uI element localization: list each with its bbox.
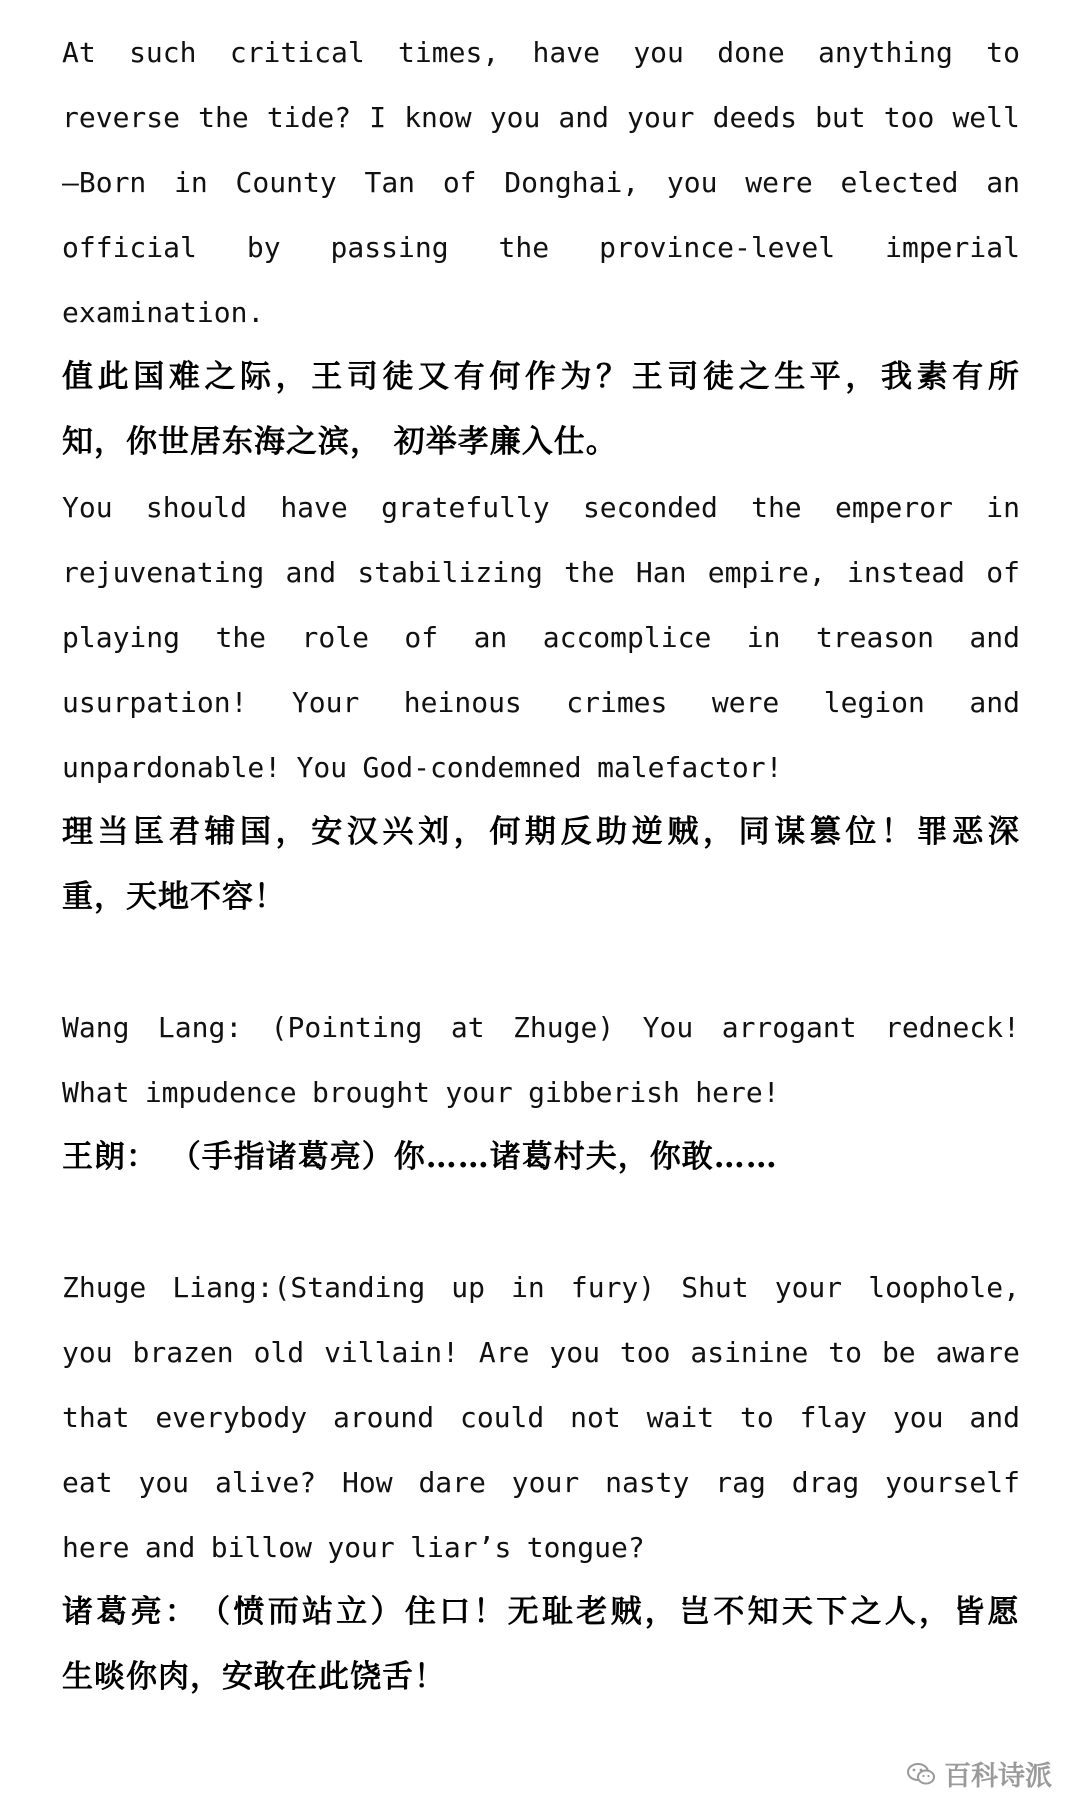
english-text-line: unpardonable! You God-condemned malefactor! (62, 751, 783, 784)
chinese-text-line: 值 此 国 难 之 际 ， 王 司 徒 又 有 何 作 为 ？ 王 司 徒 之 生 平 ， 我 素 有 所 (62, 359, 1020, 395)
chinese-text-line: 重，天地不容！ (62, 879, 286, 915)
english-text-line: Zhuge Liang:(Standing up in fury) Shut your loophole, (62, 1271, 1020, 1304)
english-text-line: Wang Lang: (Pointing at Zhuge) You arrogant redneck! (62, 1011, 1020, 1044)
watermark (906, 1754, 1052, 1793)
chinese-text-line: 知，你世居东海之滨， 初举孝廉入仕。 (62, 424, 618, 460)
english-text-line: reverse the tide? I know you and your deeds but too well (62, 101, 1020, 134)
english-text-line: At such critical times, have you done anything to (62, 36, 1020, 69)
chinese-text-line: 诸 葛 亮 ： （ 愤 而 站 立 ） 住 口 ！ 无 耻 老 贼 ， 岂 不 知 天 下 之 人 ， 皆 愿 (62, 1594, 1020, 1630)
bilingual-dialogue-text (62, 20, 1020, 1710)
watermark-text: 百科诗派 (944, 1761, 1052, 1792)
paragraph-gap (62, 930, 1020, 995)
english-text-line: usurpation! Your heinous crimes were legion and (62, 686, 1020, 719)
english-text-line: examination. (62, 296, 265, 329)
chinese-text-line: 理 当 匡 君 辅 国 ， 安 汉 兴 刘 ， 何 期 反 助 逆 贼 ， 同 谋 篡 位 ！ 罪 恶 深 (62, 814, 1020, 850)
english-text-line: rejuvenating and stabilizing the Han empire, instead of (62, 556, 1020, 589)
wechat-icon (906, 1762, 936, 1786)
english-text-line: You should have gratefully seconded the emperor in (62, 491, 1020, 524)
english-text-line: here and billow your liar’s tongue? (62, 1531, 645, 1564)
english-text-line: What impudence brought your gibberish here! (62, 1076, 780, 1109)
english-text-line: you brazen old villain! Are you too asinine to be aware (62, 1336, 1020, 1369)
english-text-line: —Born in County Tan of Donghai, you were elected an (62, 166, 1020, 199)
chinese-text-line: 生啖你肉，安敢在此饶舌！ (62, 1659, 446, 1695)
english-text-line: that everybody around could not wait to flay you and (62, 1401, 1020, 1434)
english-text-line: playing the role of an accomplice in treason and (62, 621, 1020, 654)
english-text-line: official by passing the province-level imperial (62, 231, 1020, 264)
english-text-line: eat you alive? How dare your nasty rag drag yourself (62, 1466, 1020, 1499)
chinese-text-line: 王朗： （手指诸葛亮）你……诸葛村夫，你敢…… (62, 1139, 778, 1175)
paragraph-gap (62, 1190, 1020, 1255)
